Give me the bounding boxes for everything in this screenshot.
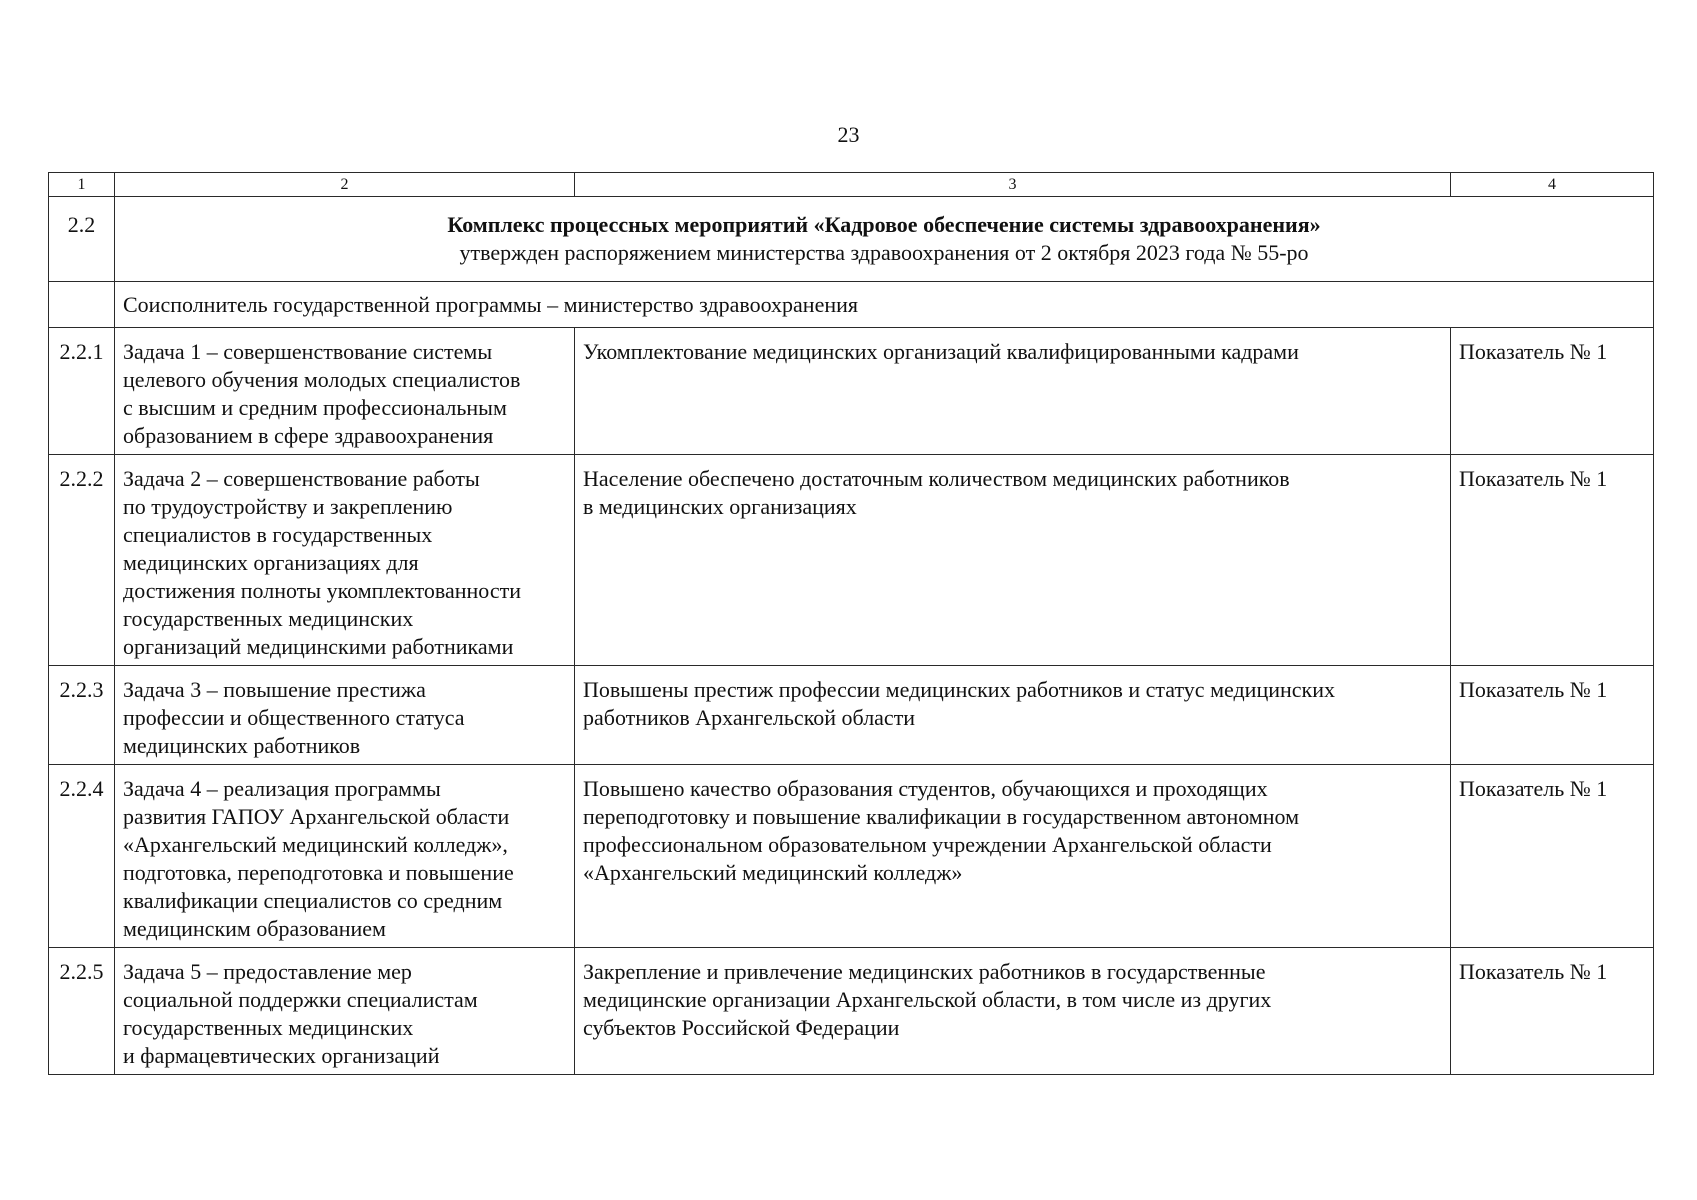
program-table <box>48 172 1654 1075</box>
column-number-row <box>49 173 1654 197</box>
expected-result: Население обеспечено достаточным количеством медицинских работников в медицинских организациях <box>575 455 1451 666</box>
row-number: 2.2.3 <box>49 666 115 765</box>
section-heading <box>115 197 1654 282</box>
column-number: 2 <box>115 173 575 197</box>
row-number: 2.2.4 <box>49 765 115 948</box>
task-description: Задача 5 – предоставление мер социальной поддержки специалистам государственных медицинских и фармацевтических организаций <box>115 948 575 1075</box>
indicator: Показатель № 1 <box>1451 666 1654 765</box>
indicator: Показатель № 1 <box>1451 765 1654 948</box>
table-row <box>49 455 1654 666</box>
table-row <box>49 765 1654 948</box>
task-description: Задача 3 – повышение престижа профессии и общественного статуса медицинских работников <box>115 666 575 765</box>
row-number: 2.2.2 <box>49 455 115 666</box>
page-number: 23 <box>837 122 860 147</box>
table-row <box>49 666 1654 765</box>
task-description: Задача 4 – реализация программы развития ГАПОУ Архангельской области «Архангельский медицинский колледж», подготовка, переподготовка и повышение квалификации специалистов со средним медицинским образованием <box>115 765 575 948</box>
section-header-row <box>49 197 1654 282</box>
expected-result: Закрепление и привлечение медицинских работников в государственные медицинские организации Архангельской области, в том числе из других субъектов Российской Федерации <box>575 948 1451 1075</box>
indicator: Показатель № 1 <box>1451 948 1654 1075</box>
expected-result: Повышено качество образования студентов, обучающихся и проходящих переподготовку и повышение квалификации в государственном автономном профессиональном образовательном учреждении Архангельской области «Архангельский медицинский колледж» <box>575 765 1451 948</box>
column-number: 1 <box>49 173 115 197</box>
table-row <box>49 328 1654 455</box>
section-subtitle: утвержден распоряжением министерства здравоохранения от 2 октября 2023 года № 55-ро <box>459 240 1309 265</box>
column-number: 3 <box>575 173 1451 197</box>
section-title: Комплекс процессных мероприятий «Кадровое обеспечение системы здравоохранения» <box>447 212 1321 237</box>
indicator: Показатель № 1 <box>1451 455 1654 666</box>
row-number: 2.2.1 <box>49 328 115 455</box>
column-number: 4 <box>1451 173 1654 197</box>
expected-result: Укомплектование медицинских организаций квалифицированными кадрами <box>575 328 1451 455</box>
task-description: Задача 1 – совершенствование системы целевого обучения молодых специалистов с высшим и средним профессиональным образованием в сфере здравоохранения <box>115 328 575 455</box>
row-number: 2.2.5 <box>49 948 115 1075</box>
empty-number-cell <box>49 282 115 328</box>
task-description: Задача 2 – совершенствование работы по трудоустройству и закреплению специалистов в государственных медицинских организациях для достижения полноты укомплектованности государственных медицинских организаций медицинскими работниками <box>115 455 575 666</box>
coexecutor-row <box>49 282 1654 328</box>
coexecutor-text: Соисполнитель государственной программы – министерство здравоохранения <box>115 282 1654 328</box>
indicator: Показатель № 1 <box>1451 328 1654 455</box>
expected-result: Повышены престиж профессии медицинских работников и статус медицинских работников Архангельской области <box>575 666 1451 765</box>
task-rows <box>49 328 1654 1075</box>
section-number: 2.2 <box>49 197 115 282</box>
table-row <box>49 948 1654 1075</box>
